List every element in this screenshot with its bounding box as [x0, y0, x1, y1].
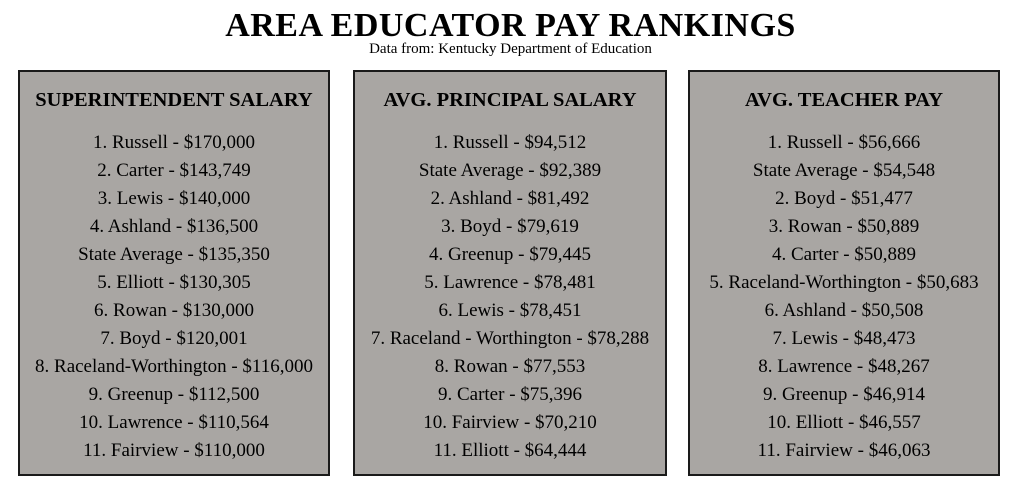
- ranking-list: [20, 129, 328, 465]
- list-item: 8. Raceland-Worthington - $116,000: [35, 356, 313, 377]
- list-item: 6. Lewis - $78,451: [438, 300, 582, 321]
- panel-heading: SUPERINTENDENT SALARY: [35, 89, 313, 111]
- list-item: 6. Rowan - $130,000: [94, 300, 254, 321]
- ranking-list: [355, 129, 665, 465]
- list-item: 11. Elliott - $64,444: [433, 440, 587, 461]
- page-title: AREA EDUCATOR PAY RANKINGS: [225, 7, 796, 44]
- list-item: 4. Carter - $50,889: [771, 244, 917, 265]
- superintendent-salary-panel: [18, 70, 330, 476]
- list-item: 8. Lawrence - $48,267: [758, 356, 930, 377]
- list-item: 10. Lawrence - $110,564: [79, 412, 269, 433]
- list-item: 11. Fairview - $46,063: [757, 440, 931, 461]
- list-item: 3. Boyd - $79,619: [441, 216, 579, 237]
- list-item: 4. Ashland - $136,500: [89, 216, 259, 237]
- list-item: 3. Rowan - $50,889: [768, 216, 920, 237]
- list-item: 7. Raceland - Worthington - $78,288: [370, 328, 650, 349]
- list-item: State Average - $135,350: [78, 244, 270, 265]
- list-item: 9. Carter - $75,396: [437, 384, 583, 405]
- list-item: 1. Russell - $170,000: [92, 132, 256, 153]
- list-item: 5. Elliott - $130,305: [97, 272, 251, 293]
- list-item: 10. Fairview - $70,210: [423, 412, 597, 433]
- page-subtitle: Data from: Kentucky Department of Education: [369, 41, 652, 57]
- ranking-list: [690, 129, 998, 465]
- list-item: 4. Greenup - $79,445: [429, 244, 591, 265]
- list-item: 1. Russell - $94,512: [433, 132, 587, 153]
- list-item: 9. Greenup - $46,914: [763, 384, 925, 405]
- list-item: 5. Raceland-Worthington - $50,683: [709, 272, 979, 293]
- principal-salary-panel: [353, 70, 667, 476]
- list-item: 8. Rowan - $77,553: [434, 356, 586, 377]
- list-item: 2. Carter - $143,749: [97, 160, 251, 181]
- list-item: 10. Elliott - $46,557: [767, 412, 921, 433]
- list-item: 1. Russell - $56,666: [767, 132, 921, 153]
- list-item: 6. Ashland - $50,508: [764, 300, 924, 321]
- panel-heading: AVG. PRINCIPAL SALARY: [383, 89, 637, 111]
- panel-heading: AVG. TEACHER PAY: [744, 89, 944, 111]
- list-item: 5. Lawrence - $78,481: [424, 272, 596, 293]
- list-item: 11. Fairview - $110,000: [83, 440, 265, 461]
- list-item: State Average - $92,389: [418, 160, 602, 181]
- list-item: State Average - $54,548: [752, 160, 936, 181]
- list-item: 2. Ashland - $81,492: [430, 188, 590, 209]
- list-item: 9. Greenup - $112,500: [88, 384, 260, 405]
- teacher-pay-panel: [688, 70, 1000, 476]
- list-item: 2. Boyd - $51,477: [775, 188, 913, 209]
- list-item: 3. Lewis - $140,000: [97, 188, 251, 209]
- list-item: 7. Lewis - $48,473: [772, 328, 916, 349]
- list-item: 7. Boyd - $120,001: [100, 328, 248, 349]
